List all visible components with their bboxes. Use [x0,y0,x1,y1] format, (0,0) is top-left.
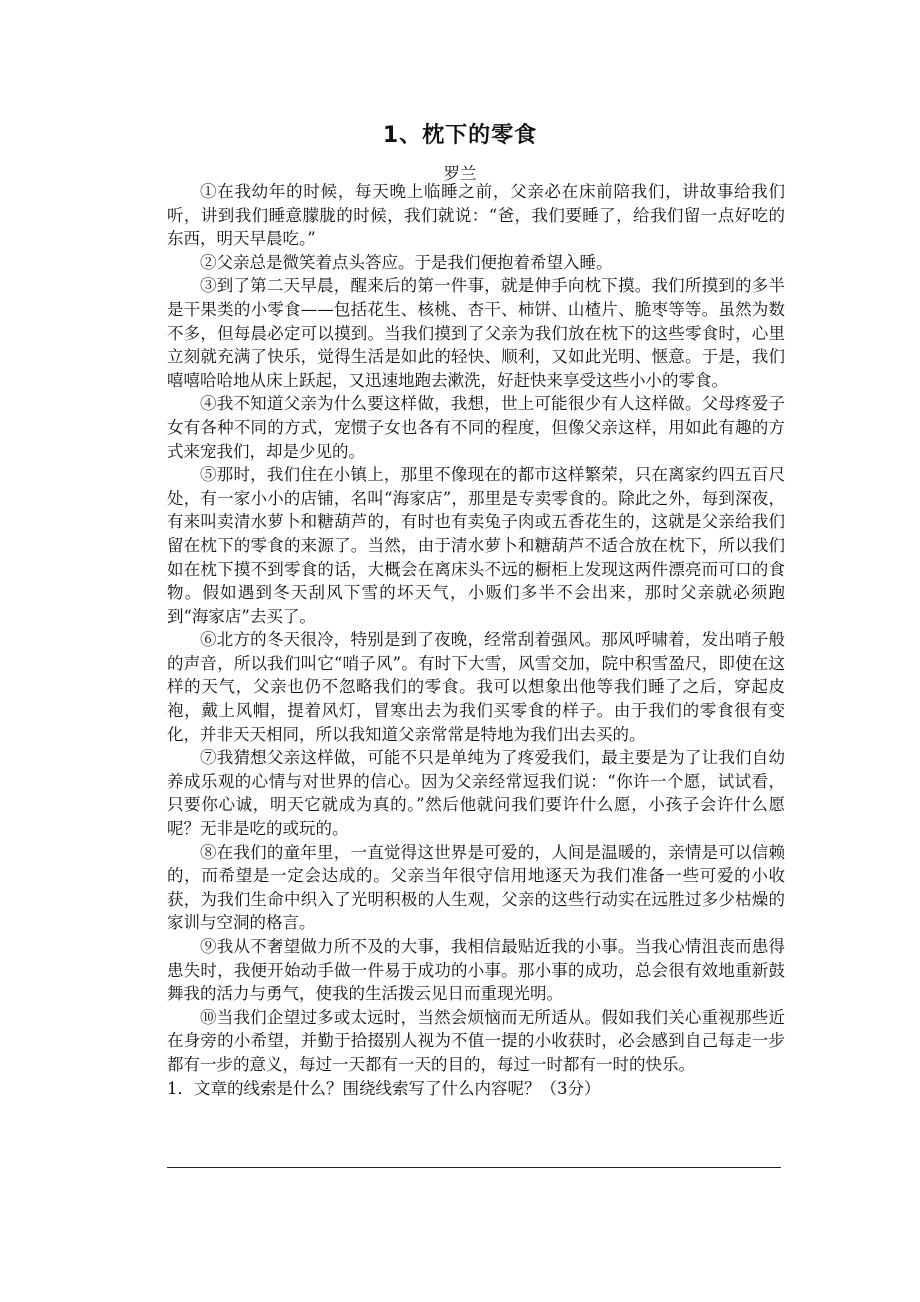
paragraph-3: ③到了第二天早晨，醒来后的第一件事，就是伸手向枕下摸。我们所摸到的多半是干果类的小零食——包括花生、核桃、杏干、柿饼、山楂片、脆枣等等。虽然为数不多，但每晨必定可以摸到。当我们摸到了父亲为我们放在枕下的这些零食时，心里立刻就充满了快乐，觉得生活是如此的轻快、顺利，又如此光明、惬意。于是，我们嘻嘻哈哈地从床上跃起，又迅速地跑去漱洗，好赶快来享受这些小小的零食。 [167,276,785,390]
article-author: 罗兰 [443,164,477,183]
paragraph-1: ①在我幼年的时候，每天晚上临睡之前，父亲必在床前陪我们，讲故事给我们听，讲到我们睡意朦胧的时候，我们就说：“爸，我们要睡了，给我们留一点好吃的东西，明天早晨吃。” [167,182,785,249]
paragraph-5: ⑤那时，我们住在小镇上，那里不像现在的都市这样繁荣，只在离家约四五百尺处，有一家小小的店铺，名叫“海家店”，那里是专卖零食的。除此之外，每到深夜，有来叫卖清水萝卜和糖葫芦的，有时也有卖兔子肉或五香花生的，这就是父亲给我们留在枕下的零食的来源了。当然，由于清水萝卜和糖葫芦不适合放在枕下，所以我们如在枕下摸不到零食的话，大概会在离床头不远的橱柜上发现这两件漂亮而可口的食物。假如遇到冬天刮风下雪的坏天气，小贩们多半不会出来，那时父亲就必须跑到“海家店”去买了。 [167,465,785,626]
article-title: 1、枕下的零食 [382,123,538,148]
paragraph-8: ⑧在我们的童年里，一直觉得这世界是可爱的，人间是温暖的，亲情是可以信赖的，而希望是一定会达成的。父亲当年很守信用地逐天为我们准备一些可爱的小收获，为我们生命中织入了光明积极的人生观，父亲的这些行动实在远胜过多少枯燥的家训与空洞的格言。 [167,842,785,933]
paragraph-2: ②父亲总是微笑着点头答应。于是我们便抱着希望入睡。 [200,252,613,272]
paragraph-9: ⑨我从不奢望做力所不及的大事，我相信最贴近我的小事。当我心情沮丧而患得患失时，我便开始动手做一件易于成功的小事。那小事的成功，总会很有效地重新鼓舞我的活力与勇气，使我的生活拨云见日而重现光明。 [167,937,785,1004]
question-1: 1．文章的线索是什么？围绕线索写了什么内容呢？（3分） [167,1078,601,1098]
paragraph-7: ⑦我猜想父亲这样做，可能不只是单纯为了疼爱我们，最主要是为了让我们自幼养成乐观的心情与对世界的信心。因为父亲经常逗我们说：“你许一个愿，试试看，只要你心诚，明天它就成为真的。”然后他就问我们要许什么愿，小孩子会许什么愿呢？无非是吃的或玩的。 [167,748,785,839]
answer-line[interactable] [167,1167,781,1168]
paragraph-10: ⑩当我们企望过多或太远时，当然会烦恼而无所适从。假如我们关心重视那些近在身旁的小希望，并勤于拾掇别人视为不值一提的小收获时，必会感到自己每走一步都有一步的意义，每过一天都有一天的目的，每过一时都有一时的快乐。 [167,1007,785,1074]
paragraph-6: ⑥北方的冬天很冷，特别是到了夜晚，经常刮着强风。那风呼啸着，发出哨子般的声音，所以我们叫它“哨子风”。有时下大雪，风雪交加，院中积雪盈尺，即使在这样的天气，父亲也仍不忽略我们的零食。我可以想象出他等我们睡了之后，穿起皮袍，戴上风帽，提着风灯，冒寒出去为我们买零食的样子。由于我们的零食很有变化，并非天天相同，所以我知道父亲常常是特地为我们出去买的。 [167,630,785,744]
paragraph-4: ④我不知道父亲为什么要这样做，我想，世上可能很少有人这样做。父母疼爱子女有各种不同的方式，宠惯子女也各有不同的程度，但像父亲这样，用如此有趣的方式来宠我们，却是少见的。 [167,394,785,461]
article-body [167,180,785,1100]
